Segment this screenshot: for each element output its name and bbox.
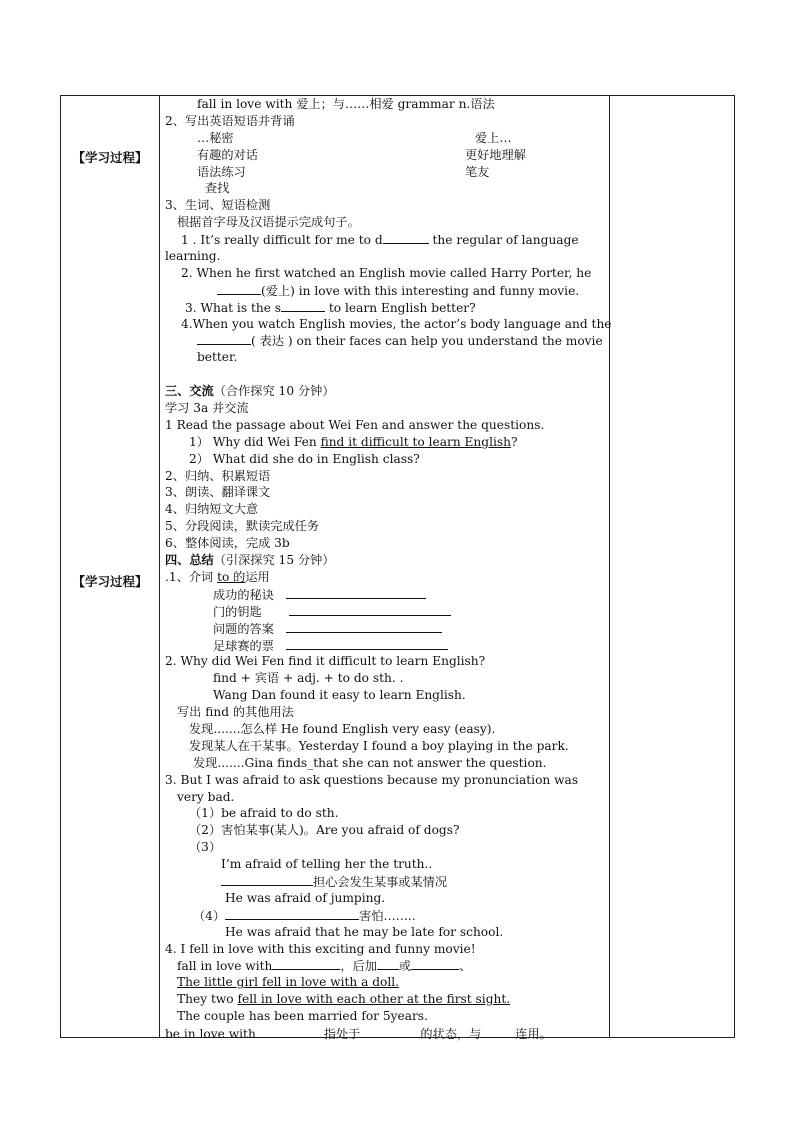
phrase-item: 查找 — [205, 181, 230, 196]
fill-line — [165, 1025, 603, 1042]
answer-blank — [221, 873, 313, 886]
section-subtitle: （合作探究 10 分钟） — [213, 384, 335, 399]
answer-blank — [256, 1025, 324, 1038]
exercise-text: 1 . It’s really difficult for me to d — [181, 233, 383, 248]
exercise-line: 2. When he first watched an English movie called Harry Porter, he — [181, 265, 592, 280]
fill-prompt: 门的钥匙 — [213, 604, 262, 619]
question-text: 1） Why did Wei Fen — [189, 434, 321, 449]
fill-line — [165, 957, 603, 974]
answer-blank — [360, 1025, 420, 1038]
note-line: （3） — [189, 840, 222, 855]
phrase-item: 有趣的对话 — [197, 147, 258, 162]
exercise-line: learning. — [165, 249, 221, 264]
question-text: ? — [510, 434, 518, 449]
fill-text: （4） — [193, 908, 226, 923]
answer-blank — [225, 907, 359, 920]
exercise-text: the regular of language — [428, 233, 579, 248]
fill-prompt: 成功的秘诀 — [213, 587, 274, 602]
task-underlined: to 的 — [217, 569, 246, 584]
column-divider-right — [609, 96, 610, 1037]
instruction: 根据首字母及汉语提示完成句子。 — [177, 215, 360, 230]
task-line: 1 Read the passage about Wei Fen and answer the questions. — [165, 417, 545, 432]
note-line: I’m afraid of telling her the truth.. — [221, 857, 433, 872]
phrase-item: 笔友 — [465, 164, 490, 179]
note-text: They two — [177, 992, 238, 1007]
phrase-row — [165, 147, 603, 164]
fill-line — [165, 620, 603, 637]
phrase-item: 爱上… — [475, 130, 512, 145]
example-underlined: The little girl fell in love with a doll. — [177, 975, 400, 990]
note-line: 发现.......怎么样 He found English very easy (easy). — [189, 721, 496, 736]
fill-text: fall in love with — [177, 959, 273, 974]
note-line: （2）害怕某事(某人)。Are you afraid of dogs? — [189, 823, 460, 838]
task-line — [165, 569, 603, 586]
task-line: 2、归纳、积累短语 — [165, 468, 271, 483]
answer-blank — [286, 620, 442, 633]
answer-blank — [217, 282, 261, 295]
phrase-row — [165, 130, 603, 147]
fill-text: 指处于 — [323, 1026, 361, 1041]
exercise-line: better. — [197, 350, 238, 365]
fill-prompt: 问题的答案 — [213, 621, 274, 636]
note-line: 写出 find 的其他用法 — [177, 705, 294, 720]
task-heading: 3、生词、短语检测 — [165, 198, 271, 213]
fill-text: ，后加 — [340, 959, 377, 974]
note-line: very bad. — [177, 789, 235, 804]
fill-prompt: 足球赛的票 — [213, 638, 274, 653]
task-text: 运用 — [245, 569, 270, 584]
note-line: The couple has been married for 5years. — [177, 1009, 428, 1024]
task-line: 6、整体阅读，完成 3b — [165, 536, 290, 551]
fill-text: 连用。 — [515, 1026, 552, 1041]
answer-blank — [383, 231, 429, 244]
task-line: 5、分段阅读，默读完成任务 — [165, 519, 320, 534]
answer-blank — [272, 957, 340, 970]
section-heading-exchange — [165, 383, 603, 400]
answer-blank — [377, 957, 399, 970]
exercise-line — [165, 231, 603, 248]
section-label-learning-process-1: 【学习过程】 — [72, 150, 148, 165]
task-line: 4、归纳短文大意 — [165, 502, 259, 517]
section-label-learning-process-2: 【学习过程】 — [72, 574, 148, 589]
exercise-text: ( 表达 ) on their faces can help you understand the movie — [251, 334, 603, 349]
answer-blank — [281, 299, 325, 312]
lesson-table — [60, 95, 735, 1041]
task-line: 学习 3a 并交流 — [165, 401, 249, 416]
section-title: 四、总结 — [165, 553, 214, 568]
note-line: 3. But I was afraid to ask questions because my pronunciation was — [165, 772, 579, 787]
exercise-text: (爱上) in love with this interesting and funny movie. — [261, 283, 580, 298]
note-line: （1）be afraid to do sth. — [189, 806, 339, 821]
fill-line — [165, 637, 603, 654]
section-subtitle: （引深探究 15 分钟） — [213, 553, 335, 568]
answer-blank — [289, 603, 451, 616]
note-line: find + 宾语 + adj. + to do sth. . — [213, 671, 404, 686]
fill-text: 担心会发生某事或某情况 — [313, 874, 448, 889]
note-line: 发现某人在干某事。Yesterday I found a boy playing in the park. — [189, 738, 569, 753]
exercise-line — [165, 282, 603, 299]
question-line — [165, 434, 603, 451]
fill-line — [165, 603, 603, 620]
note-line: 发现.......Gina finds_that she can not answer the question. — [193, 755, 547, 770]
phrase-item: 语法练习 — [197, 164, 246, 179]
note-underlined: fell in love with each other at the first sight. — [237, 992, 511, 1007]
question-underlined: find it difficult to learn English — [320, 434, 511, 449]
column-divider-left — [159, 96, 160, 1037]
fill-line — [165, 907, 603, 924]
phrase-row — [165, 164, 603, 181]
exercise-text: 3. What is the s — [185, 300, 282, 315]
answer-blank — [197, 332, 251, 345]
fill-text: 或 — [398, 959, 412, 974]
phrase-item: 更好地理解 — [465, 147, 526, 162]
note-line: 4. I fell in love with this exciting and funny movie! — [165, 941, 476, 956]
answer-blank — [286, 637, 448, 650]
task-line: 3、朗读、翻译课文 — [165, 485, 271, 500]
vocab-line: fall in love with 爱上；与……相爱 grammar n.语法 — [197, 97, 495, 111]
exercise-line — [165, 299, 603, 316]
note-line: He was afraid that he may be late for school. — [225, 924, 504, 939]
answer-blank — [481, 1025, 515, 1038]
lesson-content — [165, 96, 612, 1042]
task-heading: 2、写出英语短语并背诵 — [165, 113, 295, 128]
fill-line — [165, 586, 603, 603]
question-line: 2） What did she do in English class? — [189, 451, 420, 466]
note-line — [165, 991, 603, 1008]
fill-line — [165, 873, 603, 890]
note-line: 2. Why did Wei Fen find it difficult to learn English? — [165, 654, 486, 669]
note-line: Wang Dan found it easy to learn English. — [213, 688, 466, 703]
note-line: He was afraid of jumping. — [225, 890, 386, 905]
task-text: .1、介词 — [165, 569, 218, 584]
exercise-line: 4.When you watch English movies, the actor’s body language and the — [181, 316, 612, 331]
section-title: 三、交流 — [165, 384, 214, 399]
exercise-line — [165, 332, 603, 349]
answer-blank — [286, 586, 426, 599]
exercise-text: to learn English better? — [325, 300, 476, 315]
fill-text: 害怕…….. — [359, 908, 416, 923]
fill-text: 的状态，与 — [420, 1026, 482, 1041]
phrase-item: …秘密 — [197, 130, 234, 145]
answer-blank — [411, 957, 459, 970]
fill-text: 、 — [459, 959, 472, 974]
section-heading-summary — [165, 552, 603, 569]
fill-text: be in love with — [165, 1026, 256, 1041]
